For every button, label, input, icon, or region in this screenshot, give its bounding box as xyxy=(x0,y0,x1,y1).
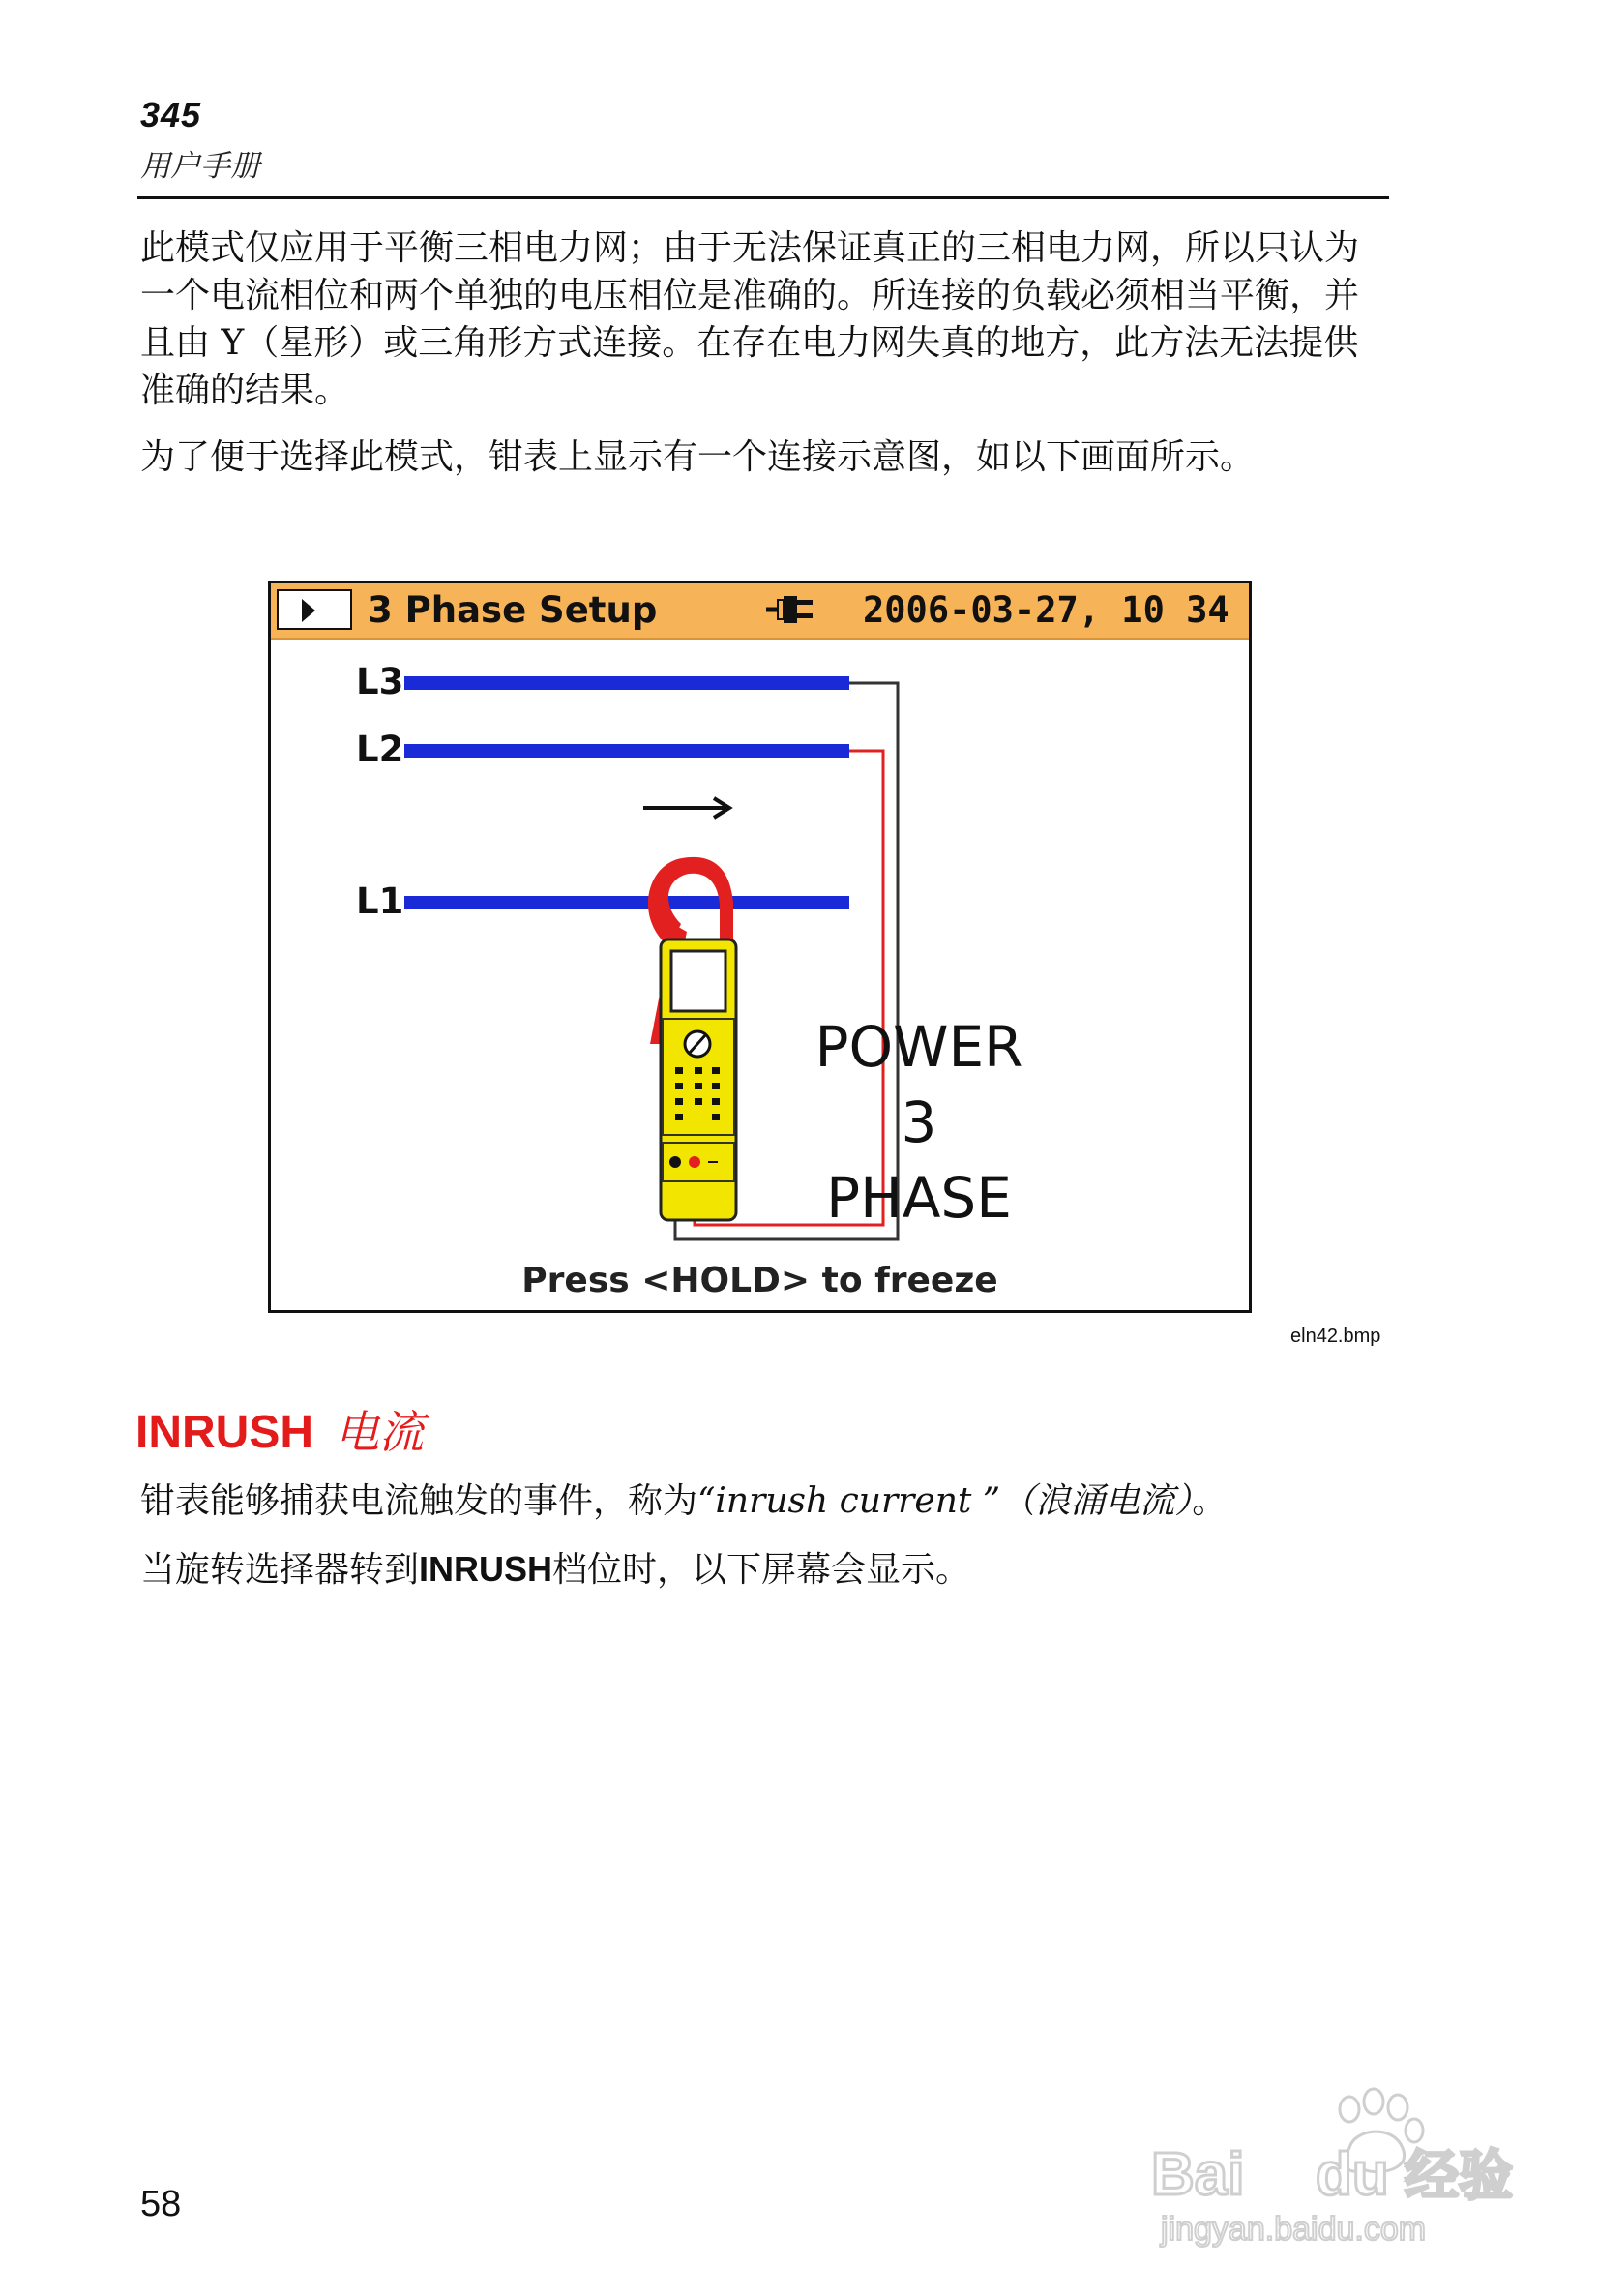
section-heading xyxy=(135,1397,424,1461)
para4-bold: INRUSH xyxy=(419,1549,553,1589)
phase-line-l3 xyxy=(404,676,849,690)
screen-title: 3 Phase Setup xyxy=(368,589,658,631)
svg-text:Bai: Bai xyxy=(1151,2141,1245,2208)
body-paragraph-1: 此模式仅应用于平衡三相电力网；由于无法保证真正的三相电力网，所以只认为一个电流相位和两个单独的电压相位是准确的。所连接的负载必须相当平衡，并且由 Y（星形）或三角形方式连接。在存在电力网失真的地方，此方法无法提供准确的结果。 xyxy=(140,228,1360,410)
body-paragraph-3 xyxy=(140,1477,1378,1525)
clamp-meter-body xyxy=(661,939,736,1220)
manual-model-number: 345 xyxy=(140,95,202,134)
body-paragraph-2: 为了便于选择此模式，钳表上显示有一个连接示意图，如以下画面所示。 xyxy=(140,437,1256,477)
phase-label-l2: L2 xyxy=(356,729,404,770)
body-paragraph-4 xyxy=(140,1545,1378,1594)
screen-hint: Press <HOLD> to freeze xyxy=(521,1261,998,1300)
header-divider xyxy=(137,196,1389,199)
three-phase-text: 3 PHASE xyxy=(826,1089,1012,1231)
page-number: 58 xyxy=(140,2184,182,2224)
para4-pre: 当旋转选择器转到 xyxy=(140,1550,420,1590)
section-title-en: INRUSH xyxy=(135,1407,314,1458)
manual-subtitle: 用户手册 xyxy=(140,149,260,184)
para3-term: “inrush current ”（浪涌电流） xyxy=(697,1481,1193,1521)
screen-datetime: 2006-03-27, 10 34 xyxy=(863,589,1229,631)
para3-pre: 钳表能够捕获电流触发的事件，称为 xyxy=(140,1481,698,1521)
svg-text:du: du xyxy=(1316,2141,1389,2208)
para4-post: 档位时，以下屏幕会显示。 xyxy=(552,1550,971,1590)
figure-caption: eln42.bmp xyxy=(1290,1326,1381,1347)
phase-label-l3: L3 xyxy=(356,661,404,702)
power-text: POWER xyxy=(814,1014,1023,1080)
phase-label-l1: L1 xyxy=(356,880,404,922)
para3-post: 。 xyxy=(1192,1481,1228,1521)
svg-text:经验: 经验 xyxy=(1405,2145,1513,2208)
current-direction-arrow xyxy=(643,798,729,818)
phase-line-l2 xyxy=(404,744,849,758)
device-screen-figure xyxy=(268,581,1252,1313)
power-mode-label xyxy=(813,1009,1025,1236)
baidu-watermark-logo xyxy=(1141,2080,1528,2254)
phase-line-l1 xyxy=(404,896,849,909)
connection-diagram xyxy=(271,583,1249,1310)
svg-text:jingyan.baidu.com: jingyan.baidu.com xyxy=(1161,2211,1427,2248)
section-title-zh: 电流 xyxy=(335,1406,425,1458)
